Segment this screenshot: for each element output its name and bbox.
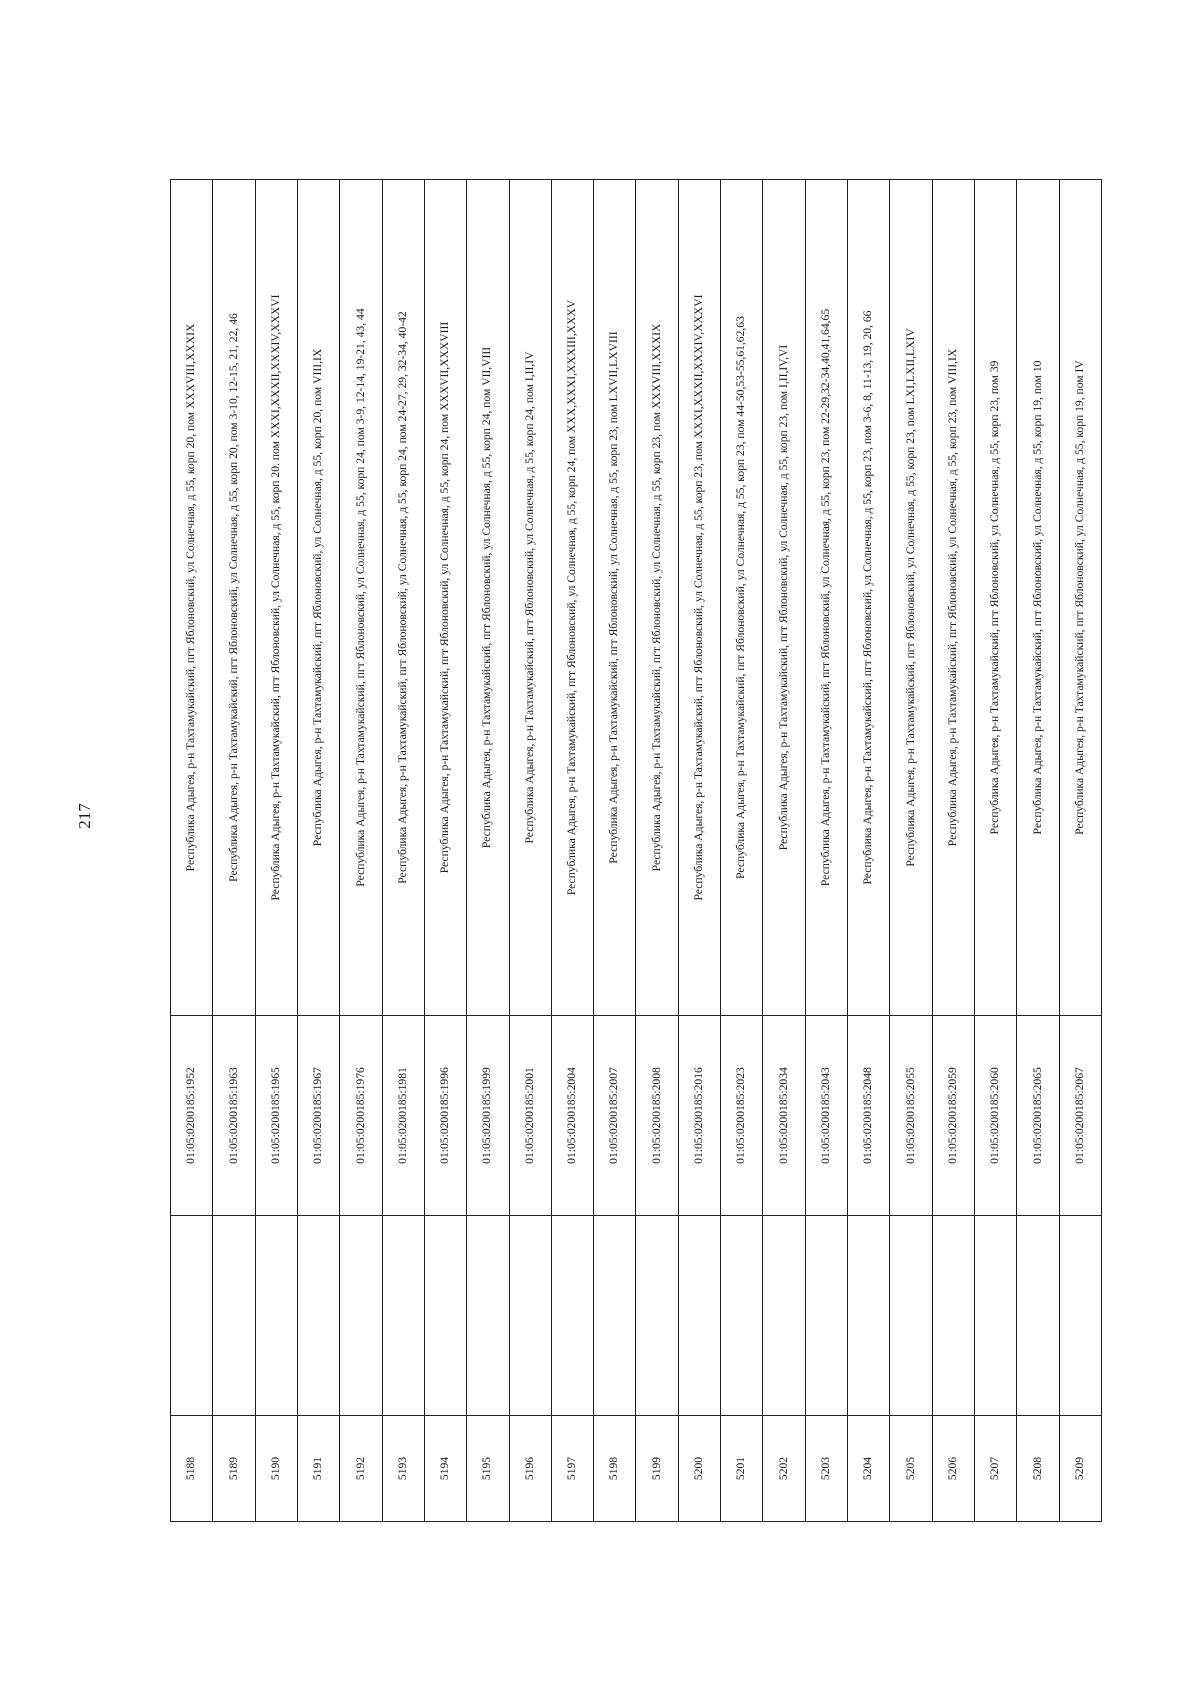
empty-cell <box>890 1216 932 1416</box>
address-cell: Республика Адыгея, р-н Тахтамукайский, пгт Яблоновский, ул Солнечная, д 55, корп 24, пом XXX,XXXI,XXXIII,XXXV <box>551 180 593 1016</box>
address-cell: Республика Адыгея, р-н Тахтамукайский, пгт Яблоновский, ул Солнечная, д 55, корп 23, пом XXXI,XXXII,XXXIV,XXXVI <box>678 180 720 1016</box>
address-cell: Республика Адыгея, р-н Тахтамукайский, пгт Яблоновский, ул Солнечная, д 55, корп 20, пом XXXVIII,XXXIX <box>171 180 213 1016</box>
table-row <box>763 180 805 1522</box>
address-cell: Республика Адыгея, р-н Тахтамукайский, пгт Яблоновский, ул Солнечная, д 55, корп 23, пом XXXVIII,XXXIX <box>636 180 678 1016</box>
table-row <box>848 180 890 1522</box>
table-row <box>424 180 466 1522</box>
address-cell: Республика Адыгея, р-н Тахтамукайский, пгт Яблоновский, ул Солнечная, д 55, корп 23, пом 3-6, 8, 11-13, 19, 20, 66 <box>848 180 890 1016</box>
empty-cell <box>1017 1216 1059 1416</box>
row-number-cell: 5190 <box>255 1416 297 1522</box>
row-number-cell: 5194 <box>424 1416 466 1522</box>
empty-cell <box>805 1216 847 1416</box>
table-row <box>1017 180 1059 1522</box>
empty-cell <box>171 1216 213 1416</box>
address-cell: Республика Адыгея, р-н Тахтамукайский, пгт Яблоновский, ул Солнечная, д 55, корп 24, пом I,II,IV <box>509 180 551 1016</box>
address-cell: Республика Адыгея, р-н Тахтамукайский, пгт Яблоновский, ул Солнечная, д 55, корп 23, пом 22-29,32-34,40,41,64,65 <box>805 180 847 1016</box>
address-cell: Республика Адыгея, р-н Тахтамукайский, пгт Яблоновский, ул Солнечная, д 55, корп 23, пом 44-50,53-55,61,62,63 <box>721 180 763 1016</box>
row-number-cell: 5209 <box>1059 1416 1101 1522</box>
table-row <box>551 180 593 1522</box>
cadastral-number-cell: 01:05:0200185:2008 <box>636 1016 678 1216</box>
empty-cell <box>424 1216 466 1416</box>
row-number-cell: 5202 <box>763 1416 805 1522</box>
row-number-cell: 5200 <box>678 1416 720 1522</box>
page-number: 217 <box>75 803 94 829</box>
address-cell: Республика Адыгея, р-н Тахтамукайский, пгт Яблоновский, ул Солнечная, д 55, корп 24, пом 24-27, 29, 32-34, 40-42 <box>382 180 424 1016</box>
cadastral-number-cell: 01:05:0200185:2016 <box>678 1016 720 1216</box>
empty-cell <box>848 1216 890 1416</box>
address-cell: Республика Адыгея, р-н Тахтамукайский, пгт Яблоновский, ул Солнечная, д 55, корп 23, пом LXI,LXII,LXIV <box>890 180 932 1016</box>
cadastral-number-cell: 01:05:0200185:1996 <box>424 1016 466 1216</box>
row-number-cell: 5189 <box>213 1416 255 1522</box>
empty-cell <box>509 1216 551 1416</box>
row-number-cell: 5205 <box>890 1416 932 1522</box>
empty-cell <box>255 1216 297 1416</box>
table-row <box>509 180 551 1522</box>
empty-cell <box>1059 1216 1101 1416</box>
row-number-cell: 5208 <box>1017 1416 1059 1522</box>
table-row <box>1059 180 1101 1522</box>
cadastral-number-cell: 01:05:0200185:1967 <box>297 1016 339 1216</box>
cadastral-number-cell: 01:05:0200185:1965 <box>255 1016 297 1216</box>
row-number-cell: 5193 <box>382 1416 424 1522</box>
row-number-cell: 5191 <box>297 1416 339 1522</box>
table-row <box>805 180 847 1522</box>
address-cell: Республика Адыгея, р-н Тахтамукайский, пгт Яблоновский, ул Солнечная, д 55, корп 20, пом VIII,IX <box>297 180 339 1016</box>
table-row <box>382 180 424 1522</box>
row-number-cell: 5199 <box>636 1416 678 1522</box>
table-row <box>467 180 509 1522</box>
empty-cell <box>763 1216 805 1416</box>
row-number-cell: 5201 <box>721 1416 763 1522</box>
address-cell: Республика Адыгея, р-н Тахтамукайский, пгт Яблоновский, ул Солнечная, д 55, корп 24, пом XXXVII,XXXVIII <box>424 180 466 1016</box>
table-row <box>594 180 636 1522</box>
cadastral-number-cell: 01:05:0200185:2048 <box>848 1016 890 1216</box>
cadastral-number-cell: 01:05:0200185:2001 <box>509 1016 551 1216</box>
address-cell: Республика Адыгея, р-н Тахтамукайский, пгт Яблоновский, ул Солнечная, д 55, корп 19, пом IV <box>1059 180 1101 1016</box>
empty-cell <box>974 1216 1016 1416</box>
row-number-cell: 5206 <box>932 1416 974 1522</box>
row-number-cell: 5198 <box>594 1416 636 1522</box>
empty-cell <box>636 1216 678 1416</box>
cadastral-number-cell: 01:05:0200185:2055 <box>890 1016 932 1216</box>
table-row <box>932 180 974 1522</box>
empty-cell <box>678 1216 720 1416</box>
cadastral-number-cell: 01:05:0200185:2007 <box>594 1016 636 1216</box>
cadastral-number-cell: 01:05:0200185:2023 <box>721 1016 763 1216</box>
table-row <box>678 180 720 1522</box>
table-row <box>340 180 382 1522</box>
cadastral-number-cell: 01:05:0200185:2034 <box>763 1016 805 1216</box>
address-cell: Республика Адыгея, р-н Тахтамукайский, пгт Яблоновский, ул Солнечная, д 55, корп 19, пом 10 <box>1017 180 1059 1016</box>
cadastral-number-cell: 01:05:0200185:1999 <box>467 1016 509 1216</box>
address-cell: Республика Адыгея, р-н Тахтамукайский, пгт Яблоновский, ул Солнечная, д 55, корп 24, пом VII,VIII <box>467 180 509 1016</box>
empty-cell <box>551 1216 593 1416</box>
table-row <box>974 180 1016 1522</box>
row-number-cell: 5188 <box>171 1416 213 1522</box>
table-row <box>171 180 213 1522</box>
address-cell: Республика Адыгея, р-н Тахтамукайский, пгт Яблоновский, ул Солнечная, д 55, корп 24, пом 3-9, 12-14, 19-21, 43, 44 <box>340 180 382 1016</box>
table-row <box>297 180 339 1522</box>
row-number-cell: 5196 <box>509 1416 551 1522</box>
row-number-cell: 5197 <box>551 1416 593 1522</box>
row-number-cell: 5207 <box>974 1416 1016 1522</box>
address-cell: Республика Адыгея, р-н Тахтамукайский, пгт Яблоновский, ул Солнечная, д 55, корп 20. пом XXXI,XXXII,XXXIV,XXXVI <box>255 180 297 1016</box>
cadastral-number-cell: 01:05:0200185:1963 <box>213 1016 255 1216</box>
address-cell: Республика Адыгея, р-н Тахтамукайский, пгт Яблоновский, ул Солнечная, д 55, корп 23, пом I,II,IV,VI <box>763 180 805 1016</box>
cadastral-number-cell: 01:05:0200185:2004 <box>551 1016 593 1216</box>
address-cell: Республика Адыгея, р-н Тахтамукайский, пгт Яблоновский, ул Солнечная, д 55, корп 23, пом LXVII,LXVIII <box>594 180 636 1016</box>
cadastral-number-cell: 01:05:0200185:2067 <box>1059 1016 1101 1216</box>
cadastral-number-cell: 01:05:0200185:1952 <box>171 1016 213 1216</box>
empty-cell <box>382 1216 424 1416</box>
row-number-cell: 5195 <box>467 1416 509 1522</box>
table-row <box>636 180 678 1522</box>
cadastral-number-cell: 01:05:0200185:1976 <box>340 1016 382 1216</box>
empty-cell <box>721 1216 763 1416</box>
empty-cell <box>932 1216 974 1416</box>
empty-cell <box>297 1216 339 1416</box>
cadastral-number-cell: 01:05:0200185:2065 <box>1017 1016 1059 1216</box>
table-row <box>255 180 297 1522</box>
empty-cell <box>340 1216 382 1416</box>
cadastral-number-cell: 01:05:0200185:1981 <box>382 1016 424 1216</box>
row-number-cell: 5192 <box>340 1416 382 1522</box>
empty-cell <box>467 1216 509 1416</box>
address-cell: Республика Адыгея, р-н Тахтамукайский, пгт Яблоновский, ул Солнечная, д 55, корп 23, пом 39 <box>974 180 1016 1016</box>
property-table-frame <box>170 180 1102 1522</box>
address-cell: Республика Адыгея, р-н Тахтамукайский, пгт Яблоновский, ул Солнечная, д 55, корп 23, пом VIII,IX <box>932 180 974 1016</box>
table-row <box>213 180 255 1522</box>
property-table <box>170 179 1102 1522</box>
table-body <box>171 180 1102 1522</box>
address-cell: Республика Адыгея, р-н Тахтамукайский, пгт Яблоновский, ул Солнечная, д 55, корп 20, пом 3-10, 12-15, 21, 22, 46 <box>213 180 255 1016</box>
row-number-cell: 5204 <box>848 1416 890 1522</box>
empty-cell <box>594 1216 636 1416</box>
table-row <box>721 180 763 1522</box>
table-row <box>890 180 932 1522</box>
cadastral-number-cell: 01:05:0200185:2059 <box>932 1016 974 1216</box>
row-number-cell: 5203 <box>805 1416 847 1522</box>
empty-cell <box>213 1216 255 1416</box>
cadastral-number-cell: 01:05:0200185:2043 <box>805 1016 847 1216</box>
cadastral-number-cell: 01:05:0200185:2060 <box>974 1016 1016 1216</box>
